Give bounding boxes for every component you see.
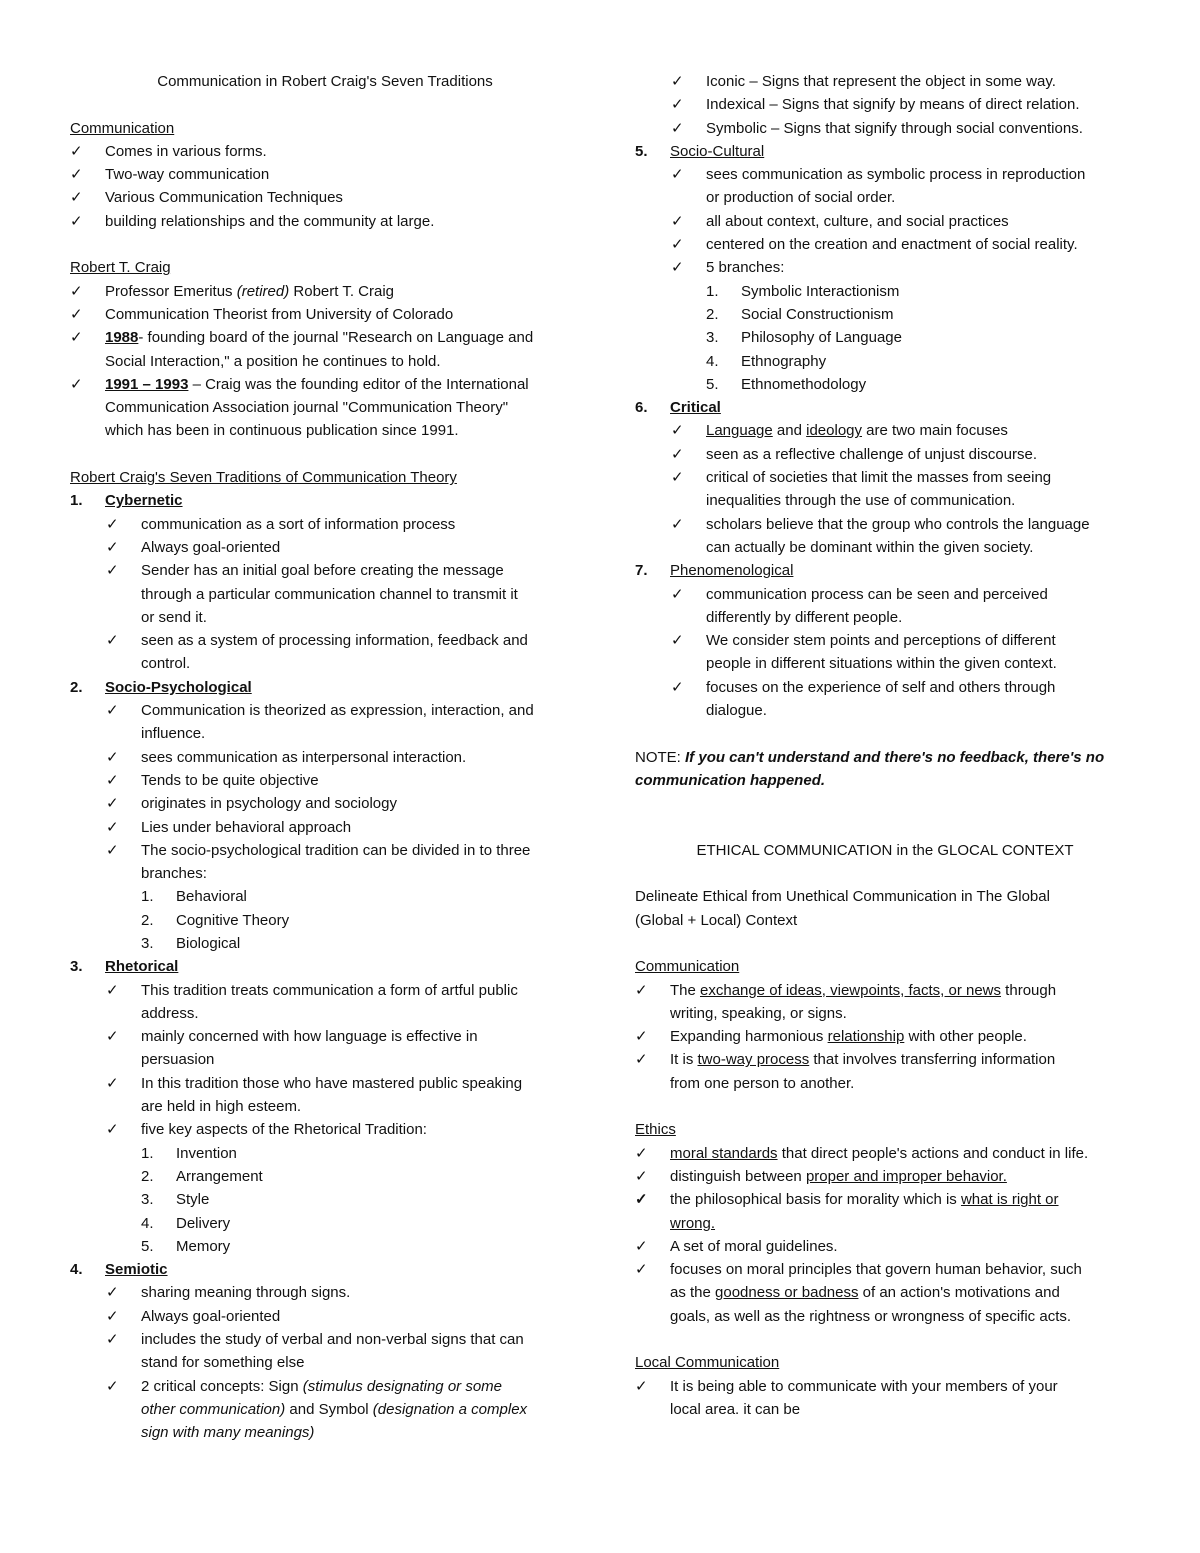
check-icon: ✓ bbox=[635, 1237, 648, 1255]
check-icon: ✓ bbox=[106, 562, 119, 580]
list-item: ✓ distinguish between proper and improper behavior. bbox=[635, 1165, 1135, 1188]
section-title: ETHICAL COMMUNICATION in the GLOCAL CONTEXT bbox=[696, 841, 1074, 859]
check-icon: ✓ bbox=[106, 818, 119, 836]
note-continuation: communication happened. bbox=[635, 771, 826, 789]
craig-heading: Robert T. Craig bbox=[70, 259, 171, 277]
check-icon: ✓ bbox=[70, 329, 83, 347]
check-icon: ✓ bbox=[70, 166, 83, 184]
list-item: ✓ mainly concerned with how language is effective in bbox=[70, 1025, 580, 1048]
check-icon: ✓ bbox=[106, 1028, 119, 1046]
check-icon: ✓ bbox=[106, 632, 119, 650]
list-item-continuation: sign with many meanings) bbox=[141, 1424, 315, 1442]
list-item: ✓ Expanding harmonious relationship with other people. bbox=[635, 1025, 1135, 1048]
list-item-continuation: writing, speaking, or signs. bbox=[670, 1004, 847, 1022]
check-icon: ✓ bbox=[106, 1074, 119, 1092]
check-icon: ✓ bbox=[635, 1377, 648, 1395]
check-icon: ✓ bbox=[106, 748, 119, 766]
list-item: ✓ 2 critical concepts: Sign (stimulus designating or some bbox=[70, 1375, 580, 1398]
list-item-continuation: control. bbox=[141, 655, 191, 673]
check-icon: ✓ bbox=[106, 841, 119, 859]
list-item-continuation: as the goodness or badness of an action's motivations and bbox=[670, 1284, 1060, 1302]
list-item: ✓ Communication Theorist from University of Colorado bbox=[70, 303, 580, 326]
check-icon: ✓ bbox=[671, 445, 684, 463]
list-item-continuation: from one person to another. bbox=[670, 1074, 855, 1092]
list-item-continuation: Social Interaction," a position he continues to hold. bbox=[105, 352, 441, 370]
list-item-continuation: are held in high esteem. bbox=[141, 1098, 302, 1116]
check-icon: ✓ bbox=[635, 1028, 648, 1046]
list-item-continuation: inequalities through the use of communication. bbox=[706, 492, 1016, 510]
list-item: ✓ Symbolic – Signs that signify through social conventions. bbox=[635, 117, 1135, 140]
communication-heading: Communication bbox=[70, 119, 175, 137]
check-icon: ✓ bbox=[671, 96, 684, 114]
list-item: ✓ communication process can be seen and perceived bbox=[635, 583, 1135, 606]
left-column bbox=[70, 70, 580, 1445]
list-item: ✓ Lies under behavioral approach bbox=[70, 816, 580, 839]
list-item: ✓ It is two-way process that involves transferring information bbox=[635, 1048, 1135, 1071]
list-item: ✓ seen as a system of processing information, feedback and bbox=[70, 629, 580, 652]
check-icon: ✓ bbox=[671, 515, 684, 533]
numbered-item: 3. Biological bbox=[141, 934, 241, 952]
numbered-item: 4. Ethnography bbox=[706, 352, 827, 370]
check-icon: ✓ bbox=[671, 73, 684, 90]
check-icon: ✓ bbox=[70, 212, 83, 230]
check-icon: ✓ bbox=[635, 1261, 648, 1279]
local-communication-heading: Local Communication bbox=[635, 1354, 780, 1372]
list-item: ✓ sees communication as symbolic process in reproduction bbox=[635, 163, 1135, 186]
list-item-continuation: Communication Association journal "Communication Theory" bbox=[105, 399, 509, 417]
check-icon: ✓ bbox=[671, 422, 684, 440]
section-subtitle-continuation: (Global + Local) Context bbox=[635, 911, 798, 929]
check-icon: ✓ bbox=[671, 678, 684, 696]
check-icon: ✓ bbox=[106, 515, 119, 533]
check-icon: ✓ bbox=[70, 282, 83, 300]
check-icon: ✓ bbox=[635, 1051, 648, 1069]
list-item: ✓ building relationships and the community at large. bbox=[70, 210, 580, 233]
list-item: ✓ the philosophical basis for morality which is what is right or bbox=[635, 1188, 1135, 1211]
numbered-item: 1. Invention bbox=[141, 1144, 237, 1162]
list-item: ✓ The socio-psychological tradition can be divided in to three bbox=[70, 839, 580, 862]
list-item: ✓ moral standards that direct people's actions and conduct in life. bbox=[635, 1142, 1135, 1165]
check-icon: ✓ bbox=[635, 981, 648, 999]
check-icon: ✓ bbox=[671, 212, 684, 230]
list-item: ✓ scholars believe that the group who controls the language bbox=[635, 513, 1135, 536]
list-item-continuation: address. bbox=[141, 1004, 199, 1022]
list-item: ✓ 5 branches: bbox=[635, 256, 1135, 279]
list-item-continuation: can actually be dominant within the given society. bbox=[706, 538, 1034, 556]
check-icon: ✓ bbox=[106, 771, 119, 789]
list-item-continuation: stand for something else bbox=[141, 1354, 305, 1372]
check-icon: ✓ bbox=[106, 1121, 119, 1139]
list-item: ✓ A set of moral guidelines. bbox=[635, 1235, 1135, 1258]
numbered-item: 3. Philosophy of Language bbox=[706, 329, 902, 347]
list-item: ✓ originates in psychology and sociology bbox=[70, 792, 580, 815]
list-item-continuation: wrong. bbox=[670, 1214, 716, 1232]
list-item: ✓ Sender has an initial goal before creating the message bbox=[70, 559, 580, 582]
list-item-continuation: other communication) and Symbol (designation a complex bbox=[141, 1400, 528, 1418]
list-item: ✓ sees communication as interpersonal interaction. bbox=[70, 746, 580, 769]
section-subtitle: Delineate Ethical from Unethical Communication in The Global bbox=[635, 888, 1050, 906]
list-item: ✓ Always goal-oriented bbox=[70, 1305, 580, 1328]
numbered-item: 5. Ethnomethodology bbox=[706, 375, 867, 393]
list-item: ✓ sharing meaning through signs. bbox=[70, 1281, 580, 1304]
list-item: ✓ The exchange of ideas, viewpoints, facts, or news through bbox=[635, 979, 1135, 1002]
tradition-heading: 1. Cybernetic bbox=[70, 492, 183, 510]
numbered-item: 4. Delivery bbox=[141, 1214, 231, 1232]
check-icon: ✓ bbox=[106, 795, 119, 813]
list-item: ✓ focuses on moral principles that govern human behavior, such bbox=[635, 1258, 1135, 1281]
check-icon: ✓ bbox=[70, 305, 83, 323]
list-item-continuation: through a particular communication channel to transmit it bbox=[141, 585, 518, 603]
list-item: ✓ Always goal-oriented bbox=[70, 536, 580, 559]
list-item-continuation: or production of social order. bbox=[706, 189, 896, 207]
numbered-item: 5. Memory bbox=[141, 1237, 231, 1255]
check-icon: ✓ bbox=[635, 1144, 648, 1162]
tradition-heading: 4. Semiotic bbox=[70, 1261, 168, 1279]
list-item: ✓ Iconic – Signs that represent the object in some way. bbox=[635, 70, 1135, 93]
list-item: ✓ all about context, culture, and social practices bbox=[635, 210, 1135, 233]
numbered-item: 3. Style bbox=[141, 1191, 210, 1209]
list-item-continuation: local area. it can be bbox=[670, 1400, 801, 1418]
list-item: ✓ 1991 – 1993 – Craig was the founding editor of the International bbox=[70, 373, 580, 396]
list-item-continuation: differently by different people. bbox=[706, 608, 903, 626]
numbered-item: 2. Social Constructionism bbox=[706, 305, 894, 323]
list-item: ✓ This tradition treats communication a form of artful public bbox=[70, 979, 580, 1002]
check-icon: ✓ bbox=[106, 1307, 119, 1325]
list-item: ✓ focuses on the experience of self and others through bbox=[635, 676, 1135, 699]
list-item: ✓ Tends to be quite objective bbox=[70, 769, 580, 792]
check-icon: ✓ bbox=[635, 1191, 648, 1209]
list-item-continuation: dialogue. bbox=[706, 702, 767, 720]
check-icon: ✓ bbox=[671, 166, 684, 184]
check-icon: ✓ bbox=[70, 189, 83, 207]
check-icon: ✓ bbox=[635, 1167, 648, 1185]
list-item-continuation: influence. bbox=[141, 725, 206, 743]
tradition-heading: 2. Socio-Psychological bbox=[70, 678, 252, 696]
check-icon: ✓ bbox=[671, 632, 684, 650]
list-item-continuation: branches: bbox=[141, 865, 207, 883]
communication-heading: Communication bbox=[635, 958, 740, 976]
list-item: ✓ includes the study of verbal and non-verbal signs that can bbox=[70, 1328, 580, 1351]
list-item: ✓ Comes in various forms. bbox=[70, 140, 580, 163]
list-item-continuation: which has been in continuous publication since 1991. bbox=[105, 422, 459, 440]
list-item: ✓ Communication is theorized as expression, interaction, and bbox=[70, 699, 580, 722]
numbered-item: 1. Behavioral bbox=[141, 888, 247, 906]
list-item: ✓ Two-way communication bbox=[70, 163, 580, 186]
list-item-continuation: persuasion bbox=[141, 1051, 215, 1069]
numbered-item: 2. Cognitive Theory bbox=[141, 911, 290, 929]
check-icon: ✓ bbox=[671, 469, 684, 487]
ethics-heading: Ethics bbox=[635, 1121, 676, 1139]
check-icon: ✓ bbox=[106, 1331, 119, 1349]
numbered-item: 2. Arrangement bbox=[141, 1167, 263, 1185]
tradition-heading: 6. Critical bbox=[635, 399, 721, 417]
list-item: ✓ It is being able to communicate with your members of your bbox=[635, 1375, 1135, 1398]
list-item: ✓ 1988- founding board of the journal "Research on Language and bbox=[70, 326, 580, 349]
check-icon: ✓ bbox=[671, 585, 684, 603]
list-item: ✓ five key aspects of the Rhetorical Tradition: bbox=[70, 1118, 580, 1141]
check-icon: ✓ bbox=[671, 259, 684, 277]
list-item-continuation: goals, as well as the rightness or wrongness of specific acts. bbox=[670, 1307, 1072, 1325]
list-item-continuation: or send it. bbox=[141, 608, 207, 626]
tradition-heading: 7. Phenomenological bbox=[635, 562, 794, 580]
tradition-heading: 3. Rhetorical bbox=[70, 958, 179, 976]
list-item: ✓ Language and ideology are two main focuses bbox=[635, 419, 1135, 442]
check-icon: ✓ bbox=[671, 119, 684, 137]
list-item: ✓ critical of societies that limit the masses from seeing bbox=[635, 466, 1135, 489]
list-item: ✓ Indexical – Signs that signify by means of direct relation. bbox=[635, 93, 1135, 116]
list-item: ✓ communication as a sort of information process bbox=[70, 513, 580, 536]
check-icon: ✓ bbox=[106, 1377, 119, 1395]
note: NOTE: If you can't understand and there's no feedback, there's no bbox=[635, 748, 1105, 766]
list-item-continuation: people in different situations within the given context. bbox=[706, 655, 1057, 673]
check-icon: ✓ bbox=[106, 702, 119, 720]
numbered-item: 1. Symbolic Interactionism bbox=[706, 282, 900, 300]
list-item: ✓ seen as a reflective challenge of unjust discourse. bbox=[635, 443, 1135, 466]
list-item: ✓ Various Communication Techniques bbox=[70, 186, 580, 209]
check-icon: ✓ bbox=[106, 538, 119, 556]
list-item: ✓ Professor Emeritus (retired) Robert T. Craig bbox=[70, 280, 580, 303]
traditions-heading: Robert Craig's Seven Traditions of Communication Theory bbox=[70, 469, 457, 487]
check-icon: ✓ bbox=[671, 236, 684, 254]
check-icon: ✓ bbox=[70, 375, 83, 393]
page-title: Communication in Robert Craig's Seven Traditions bbox=[157, 73, 493, 90]
tradition-heading: 5. Socio-Cultural bbox=[635, 142, 765, 160]
list-item: ✓ We consider stem points and perceptions of different bbox=[635, 629, 1135, 652]
list-item: ✓ In this tradition those who have mastered public speaking bbox=[70, 1072, 580, 1095]
check-icon: ✓ bbox=[70, 142, 83, 160]
list-item: ✓ centered on the creation and enactment of social reality. bbox=[635, 233, 1135, 256]
check-icon: ✓ bbox=[106, 1284, 119, 1302]
right-column bbox=[635, 70, 1135, 1421]
check-icon: ✓ bbox=[106, 981, 119, 999]
